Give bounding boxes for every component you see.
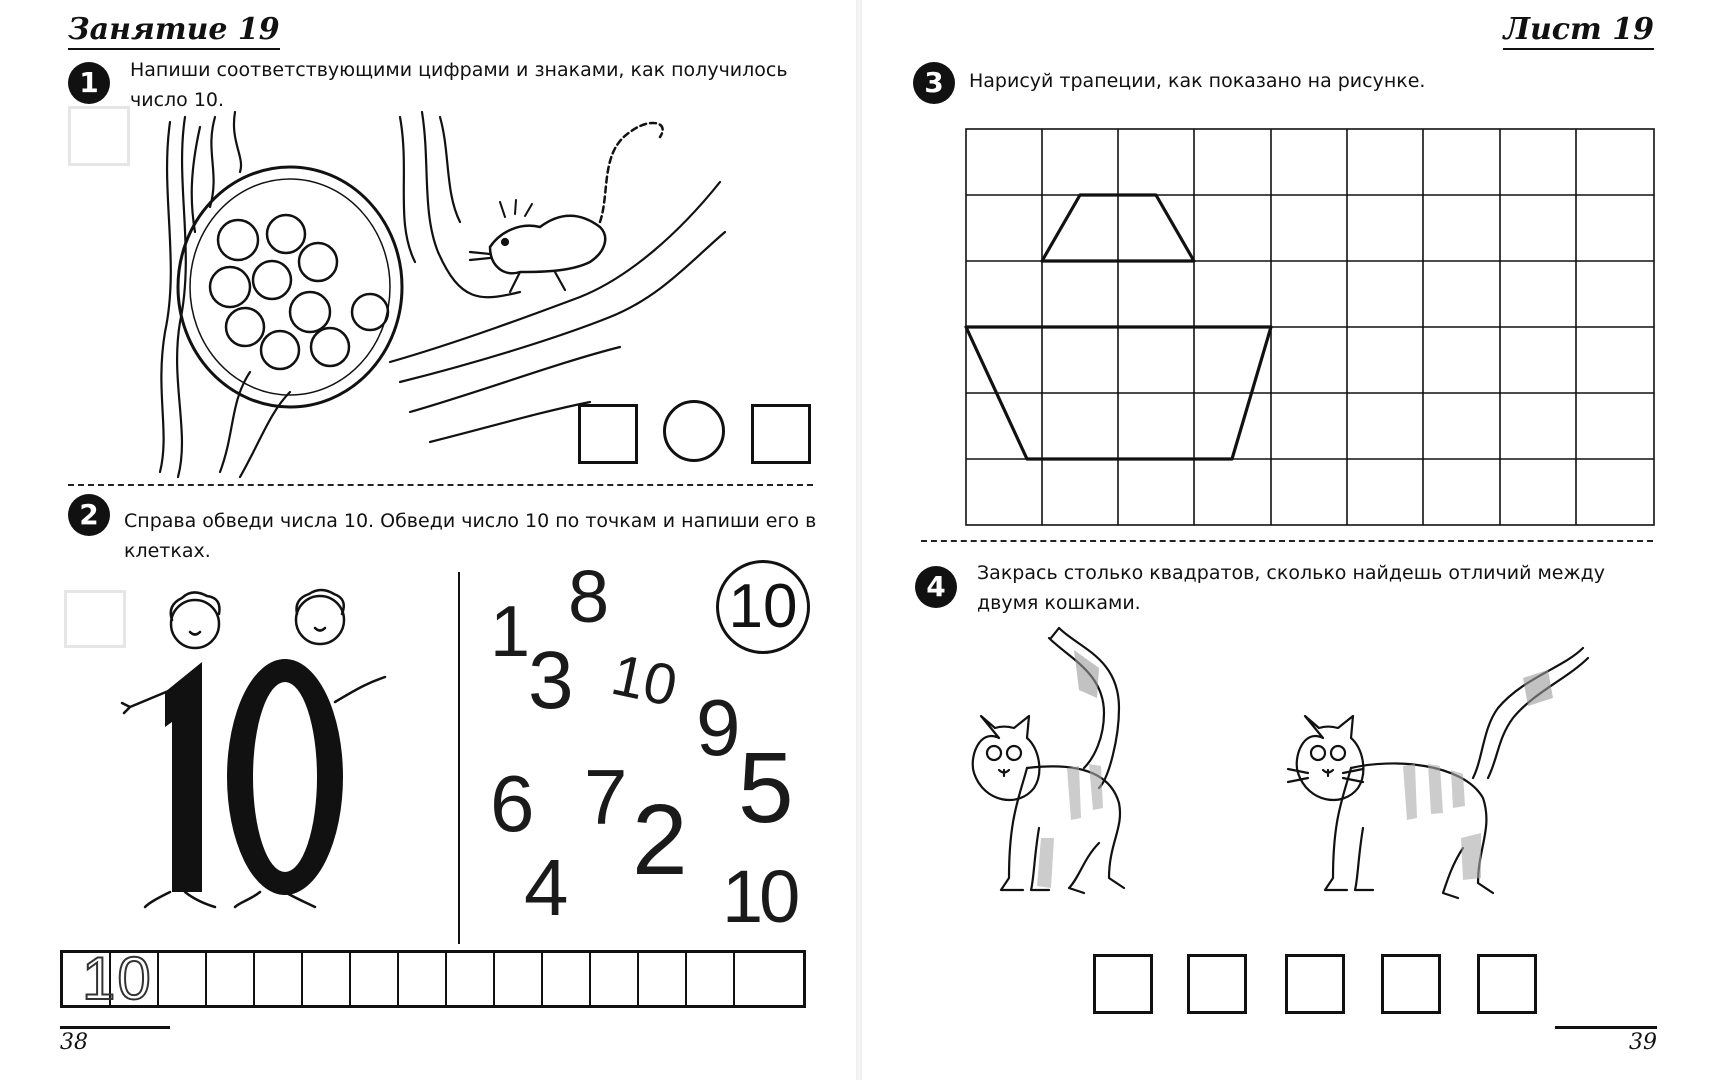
writing-cell[interactable] [591,953,639,1005]
answer-square[interactable] [1093,954,1153,1014]
circled-number-ten[interactable]: 10 [716,560,810,654]
scattered-number: 6 [490,759,535,848]
task1-number-badge: 1 [68,62,110,104]
scattered-number: 2 [632,784,688,896]
cat-right [1283,648,1613,918]
answer-box-1[interactable] [578,404,638,464]
task3-number-badge: 3 [913,62,955,104]
scattered-number: 1 [490,592,531,672]
writing-cell[interactable] [255,953,303,1005]
writing-cell[interactable] [495,953,543,1005]
answer-circle-sign[interactable] [663,400,725,462]
vertical-divider [458,572,460,944]
writing-cell[interactable] [543,953,591,1005]
answer-square[interactable] [1381,954,1441,1014]
scattered-number: 4 [524,843,569,932]
answer-square[interactable] [1477,954,1537,1014]
footer-rule [60,1026,170,1029]
scattered-number: 9 [696,683,741,772]
answer-box-2[interactable] [751,404,811,464]
writing-cell[interactable] [399,953,447,1005]
scattered-number: 3 [528,635,574,726]
faint-ghost-box [68,106,130,166]
dotted-traced-ten: 10 [82,945,153,1012]
trapezoid-grid[interactable] [965,128,1655,528]
cat-left [959,628,1289,918]
task2-number-badge: 2 [68,494,110,536]
answer-square[interactable] [1285,954,1345,1014]
footer-rule [1555,1026,1657,1029]
task3-text: Нарисуй трапеции, как показано на рисунке. [969,70,1426,92]
writing-cell[interactable] [735,953,783,1005]
left-page [0,0,859,1080]
answer-square[interactable] [1187,954,1247,1014]
lesson-title: Занятие 19 [68,12,280,50]
task4-number-badge: 4 [915,566,957,608]
task2-text: Справа обведи числа 10. Обведи число 10 по точкам и напиши его в клетках. [124,510,817,562]
writing-cells-row [60,950,806,1008]
sheet-title: Лист 19 [1503,12,1654,50]
right-page [859,0,1719,1080]
page-number: 39 [1629,1030,1657,1055]
section-divider [921,540,1653,542]
task4-text: Закрась столько квадратов, сколько найдешь отличий между двумя кошками. [977,562,1605,614]
writing-cell[interactable] [303,953,351,1005]
writing-cell[interactable] [447,953,495,1005]
scattered-number[interactable]: 10 [722,855,797,938]
scattered-number: 8 [568,555,610,638]
number-ten-characters [110,592,410,922]
scattered-number: 7 [584,753,628,841]
writing-cell[interactable] [639,953,687,1005]
section-divider [68,484,813,486]
scattered-number: 5 [738,732,794,844]
page-number: 38 [60,1030,88,1055]
scattered-number[interactable]: 10 [606,642,683,720]
writing-cell[interactable] [207,953,255,1005]
writing-cell[interactable] [159,953,207,1005]
squirrel-hollow-illustration [160,112,730,482]
writing-cell[interactable] [351,953,399,1005]
task1-text: Напиши соответствующими цифрами и знаками, как получилось число 10. [130,59,788,111]
writing-cell[interactable] [687,953,735,1005]
